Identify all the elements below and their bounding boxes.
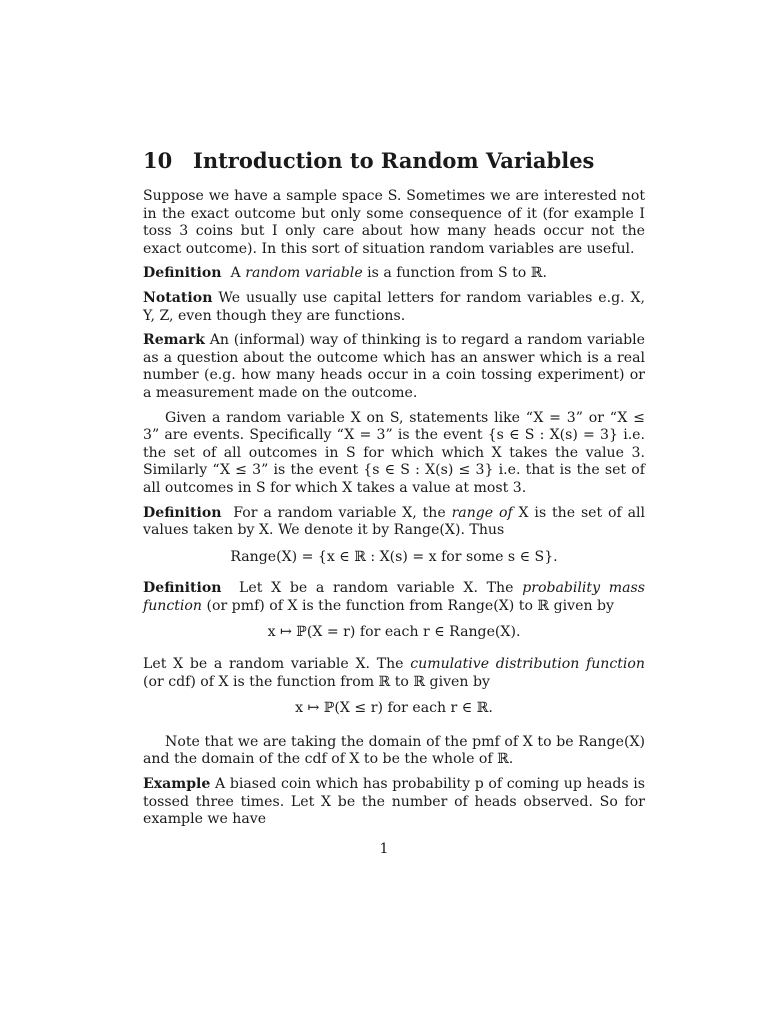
- cdf-paragraph: [143, 656, 645, 691]
- definition-term: random variable: [245, 265, 363, 282]
- cdf-text: Let X be a random variable X. The: [143, 656, 411, 673]
- range-equation: Range(X) = {x ∈ ℝ : X(s) = x for some s ∈ S}.: [230, 548, 558, 565]
- note-paragraph: Note that we are taking the domain of the pmf of X to be Range(X) and the domain of the cdf of X to be the whole of ℝ.: [143, 733, 645, 768]
- notation-label: Notation: [143, 289, 213, 306]
- definition-label: Definition: [143, 504, 222, 521]
- section-title: Introduction to Random Variables: [193, 148, 595, 173]
- cdf-text: (or cdf) of X is the function from ℝ to ℝ given by: [143, 673, 490, 690]
- text-column: [143, 148, 645, 836]
- definition-text: A: [230, 265, 246, 282]
- example-paragraph: [143, 776, 645, 829]
- cdf-term: cumulative distribution function: [410, 656, 645, 673]
- example-label: Example: [143, 776, 211, 793]
- remark-text: An (informal) way of thinking is to regard a random variable as a question about the outcome which has an answer which is a real number (e.g. how many heads occur in a coin tossing experiment) or a measurement made on the outcome.: [143, 332, 645, 401]
- example-text: A biased coin which has probability p of coming up heads is tossed three times. Let X be the number of heads observed. So for example we have: [143, 776, 645, 828]
- definition-text: (or pmf) of X is the function from Range(X) to ℝ given by: [202, 597, 614, 614]
- definition-text: X is the set of all values taken by X. We denote it by Range(X). Thus: [143, 504, 646, 539]
- notation-text: We usually use capital letters for random variables e.g. X, Y, Z, even though they are functions.: [143, 289, 646, 324]
- notation-paragraph: [143, 290, 645, 325]
- definition-range: [143, 505, 645, 540]
- page-number: 1: [379, 841, 389, 857]
- cdf-equation: x ↦ ℙ(X ≤ r) for each r ∈ ℝ.: [295, 700, 493, 717]
- remark-label: Remark: [143, 332, 205, 349]
- definition-term: probability mass function: [143, 580, 645, 614]
- events-paragraph: Given a random variable X on S, statements like “X = 3” or “X ≤ 3” are events. Specifically “X = 3” is the event {s ∈ S : X(s) = 3} i.e. the set of all outcomes in S for which which X takes the value 3. Similarly “X ≤ 3” is the event {s ∈ S : X(s) ≤ 3} i.e. that is the set of all outcomes in S for which X takes a value at most 3.: [143, 409, 645, 496]
- intro-paragraph: Suppose we have a sample space S. Sometimes we are interested not in the exact outcome but only some consequence of it (for example I toss 3 coins but I only care about how many heads occur not the exact outcome). In this sort of situation random variables are useful.: [143, 188, 645, 257]
- definition-random-variable: [143, 265, 645, 283]
- definition-term: range of: [451, 504, 513, 521]
- definition-pmf: [143, 580, 645, 615]
- remark-paragraph: [143, 332, 645, 402]
- definition-text: Let X be a random variable X. The: [239, 580, 523, 597]
- pmf-equation: x ↦ ℙ(X = r) for each r ∈ Range(X).: [267, 624, 521, 641]
- section-heading: [143, 148, 645, 174]
- definition-text: is a function from S to ℝ.: [362, 265, 547, 282]
- definition-label: Definition: [143, 265, 222, 282]
- definition-label: Definition: [143, 580, 222, 597]
- section-number: 10: [143, 148, 173, 173]
- definition-text: For a random variable X, the: [233, 504, 452, 521]
